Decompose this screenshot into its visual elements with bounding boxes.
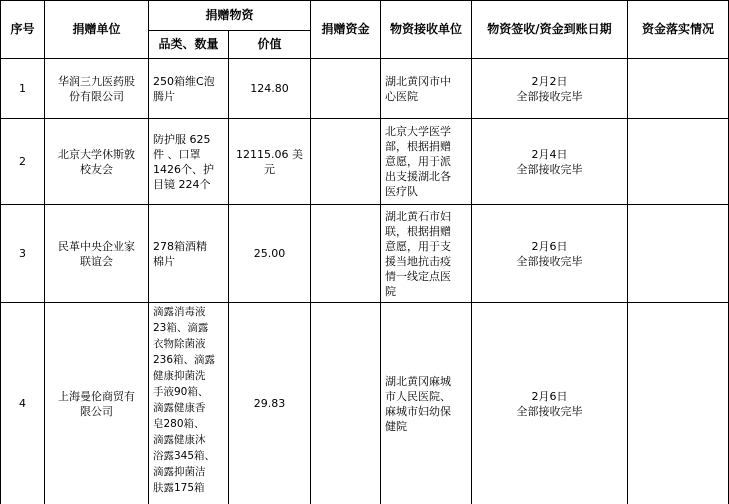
row2-donor: 北京大学休斯敦 校友会 [58, 147, 135, 176]
row4-seq: 4 [19, 397, 26, 410]
row2-recipient: 北京大学医学 部，根据捐赠 意愿，用于派 出支援湖北各 医疗队 [385, 125, 451, 198]
row1-category: 250箱维C泡 腾片 [153, 74, 215, 103]
header-funds: 捐赠资金 [321, 22, 370, 36]
row3-donor: 民革中央企业家 联谊会 [58, 239, 135, 268]
row1-date: 2月2日 全部接收完毕 [516, 74, 583, 103]
header-value: 价值 [257, 37, 282, 51]
row3-value: 25.00 [253, 247, 286, 260]
row1-recipient: 湖北黄冈市中 心医院 [385, 74, 451, 103]
row3-date: 2月6日 全部接收完毕 [516, 239, 583, 268]
row1-seq: 1 [19, 82, 26, 95]
row3-category: 278箱酒精 棉片 [153, 239, 207, 268]
row2-seq: 2 [19, 155, 26, 168]
row4-donor: 上海曼伦商贸有 限公司 [58, 389, 135, 418]
row1-funds [311, 59, 380, 118]
row1-status [628, 59, 728, 118]
row4-funds [311, 303, 380, 504]
header-recipient: 物资接收单位 [389, 22, 462, 36]
row3-funds [311, 205, 380, 302]
header-status: 资金落实情况 [641, 22, 714, 36]
row1-value: 124.80 [250, 82, 289, 95]
row4-recipient: 湖北黄冈麻城 市人民医院、 麻城市妇幼保 健院 [385, 374, 451, 433]
row2-value: 12115.06 美 元 [236, 147, 303, 176]
header-date: 物资签收/资金到账日期 [487, 22, 612, 36]
row4-category: 滴露消毒液 23箱、滴露 衣物除菌液 236箱、滴露 健康抑菌洗 手液90箱、 滴露健康香 皂280箱、 滴露健康沐 浴露345箱、 滴露抑菌洁 肤露175箱 [153, 306, 216, 494]
row4-date: 2月6日 全部接收完毕 [516, 389, 583, 418]
row2-category: 防护服 625 件 、口罩 1426个、护 目镜 224个 [153, 132, 214, 191]
header-donor: 捐赠单位 [72, 22, 121, 36]
row3-recipient: 湖北黄石市妇 联，根据捐赠 意愿，用于支 援当地抗击疫 情一线定点医 院 [385, 209, 451, 298]
row1-donor: 华润三九医药股 份有限公司 [58, 74, 135, 103]
row4-status [628, 303, 728, 504]
header-goods: 捐赠物资 [205, 8, 254, 22]
row3-status [628, 205, 728, 302]
row4-value: 29.83 [253, 397, 286, 410]
header-seq: 序号 [10, 22, 35, 36]
row2-date: 2月4日 全部接收完毕 [516, 147, 583, 176]
row2-status [628, 119, 728, 204]
row3-seq: 3 [19, 247, 26, 260]
row2-funds [311, 119, 380, 204]
header-category: 品类、数量 [158, 37, 219, 51]
